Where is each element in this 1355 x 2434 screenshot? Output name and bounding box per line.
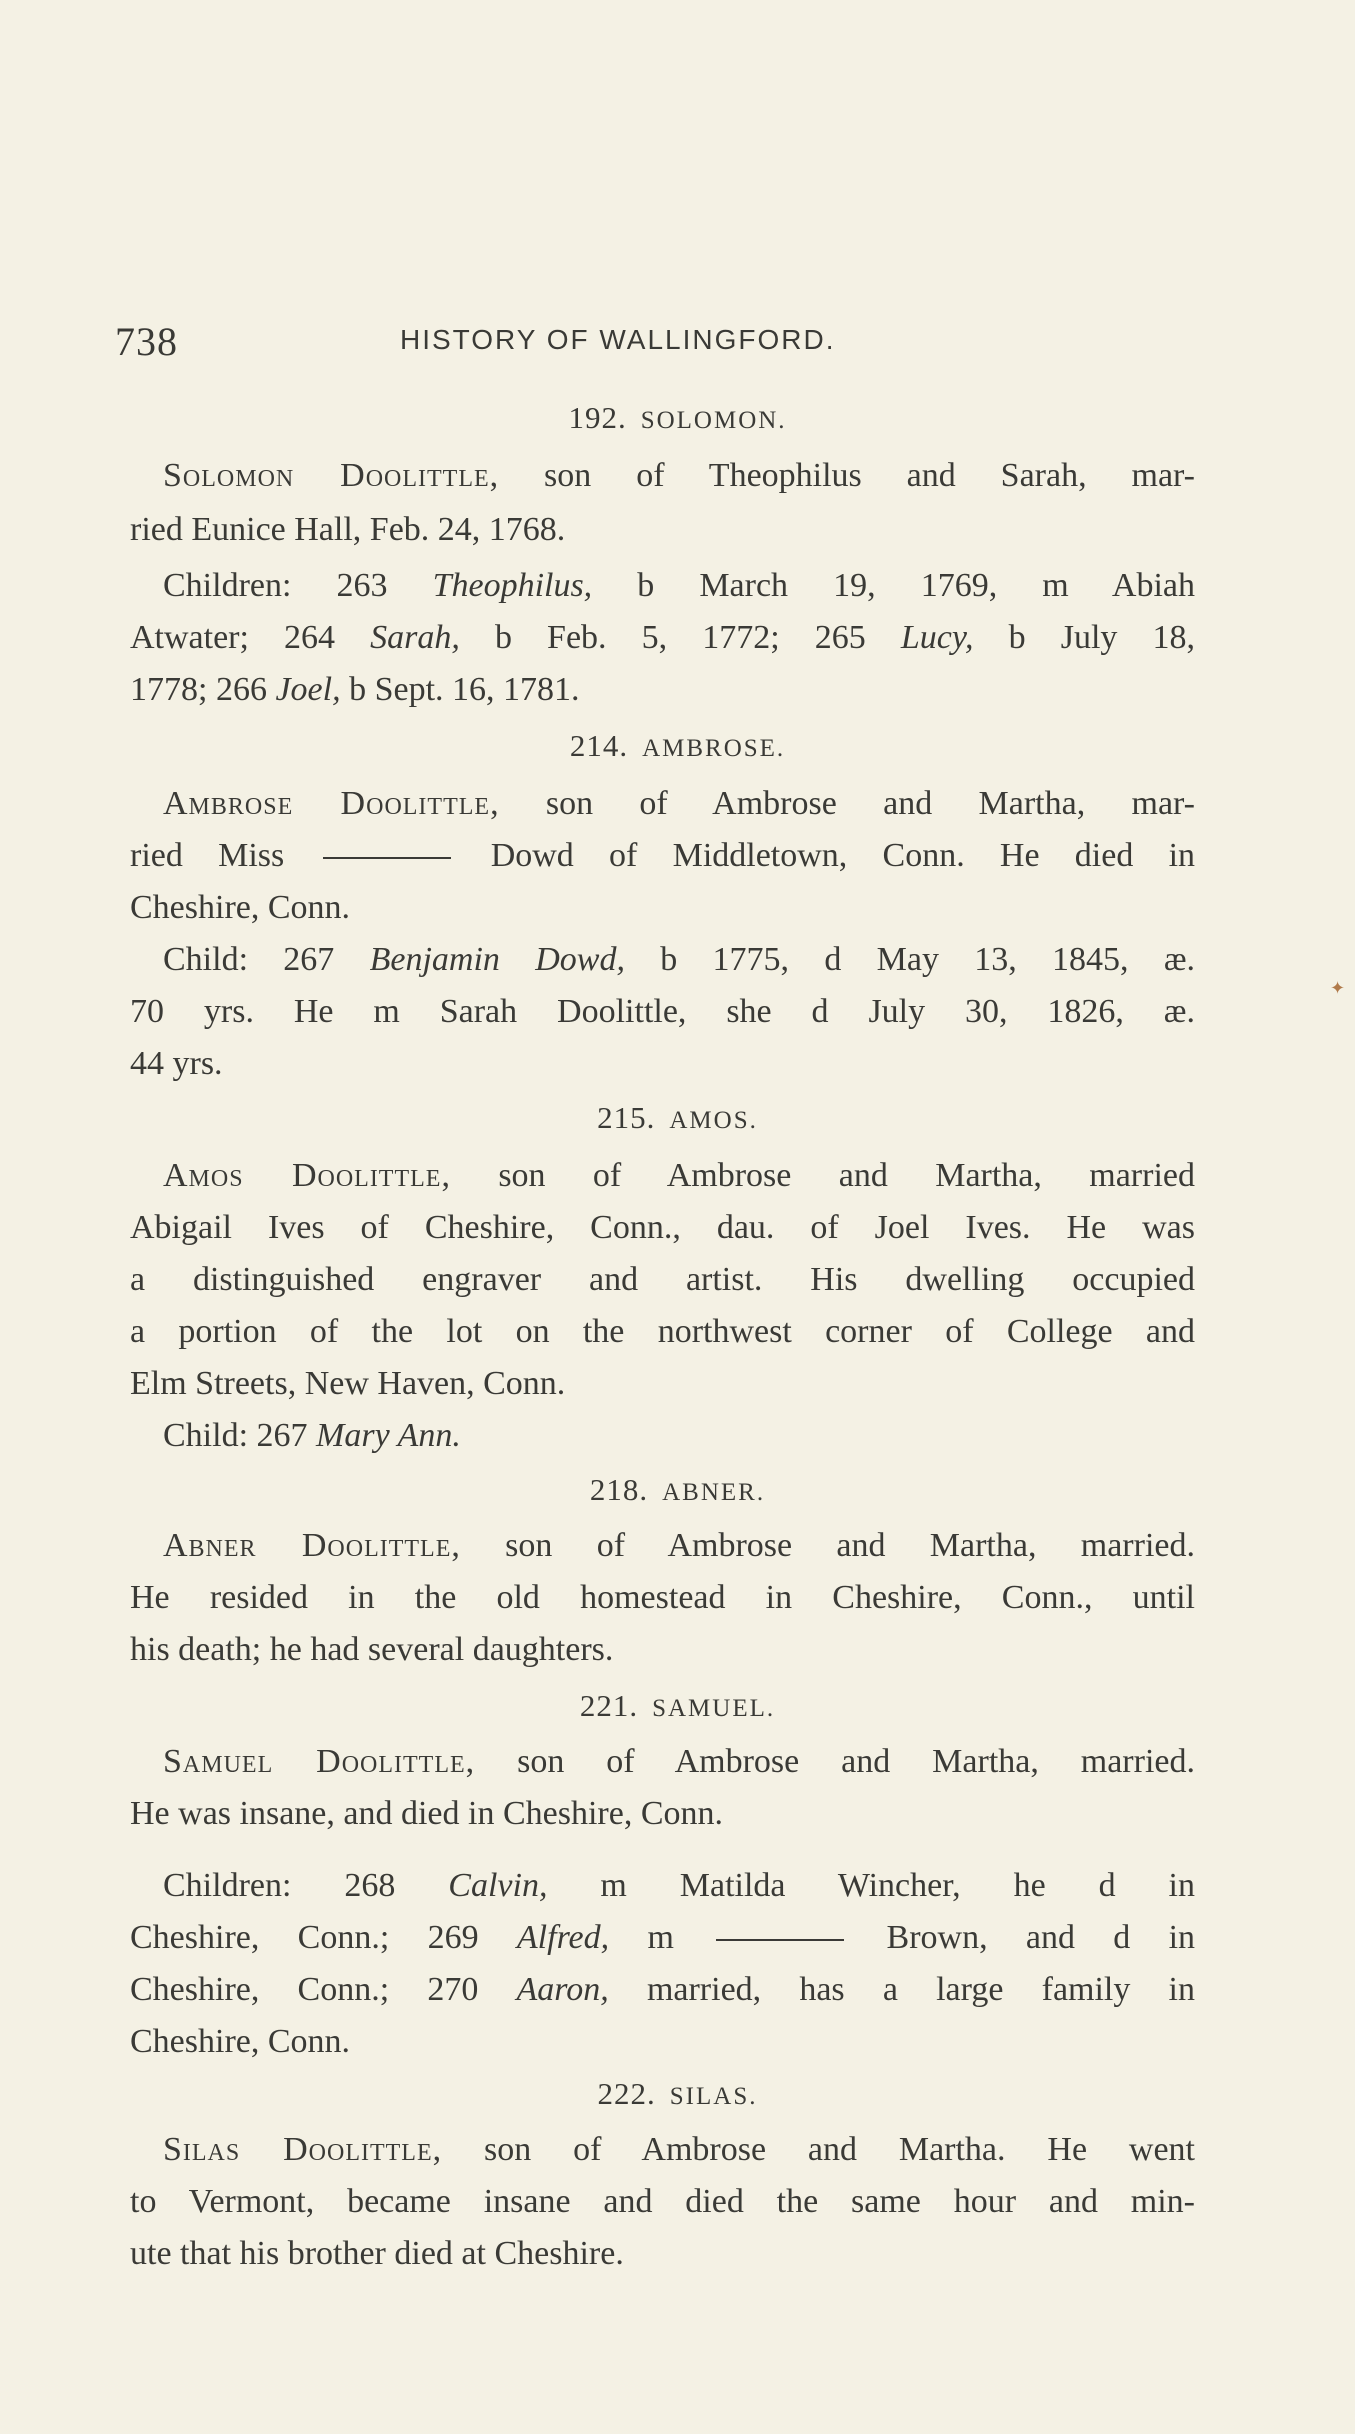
child-name: Mary Ann. (316, 1417, 461, 1454)
text-line: Atwater; 264 Sarah, b Feb. 5, 1772; 265 Lucy, b July 18, (130, 619, 1195, 656)
text-line: ried Miss Dowd of Middletown, Conn. He died in (130, 837, 1196, 874)
text-line: Solomon Doolittle, son of Theophilus and Sarah, mar- (163, 457, 1195, 494)
text-line: Abigail Ives of Cheshire, Conn., dau. of Joel Ives. He was (130, 1209, 1195, 1246)
text-line: Silas Doolittle, son of Ambrose and Martha. He went (163, 2131, 1195, 2168)
section-number: 214. (569, 728, 629, 763)
child-name: Lucy, (900, 619, 974, 656)
running-header (115, 318, 1215, 374)
text-line: He was insane, and died in Cheshire, Conn. (130, 1795, 723, 1832)
section-name: SILAS. (669, 2083, 758, 2110)
section-number: 192. (568, 400, 627, 435)
person-name: Silas Doolittle, (163, 2131, 443, 2168)
section-name: ABNER. (662, 1479, 766, 1506)
section-number: 218. (589, 1472, 649, 1507)
blank-dash (323, 857, 451, 859)
text-line: Children: 268 Calvin, m Matilda Wincher, he d in (163, 1867, 1195, 1904)
text-line: Child: 267 Benjamin Dowd, b 1775, d May 13, 1845, æ. (163, 941, 1195, 978)
section-heading-silas (0, 2076, 1355, 2112)
person-name: Ambrose Doolittle, (163, 785, 500, 822)
section-heading-samuel (0, 1688, 1355, 1724)
text-line: Cheshire, Conn.; 270 Aaron, married, has a large family in (130, 1971, 1195, 2008)
child-name: Sarah, (370, 619, 460, 656)
text-line: Cheshire, Conn. (130, 889, 351, 926)
text-line: Cheshire, Conn. (130, 2023, 351, 2060)
text-line: 70 yrs. He m Sarah Doolittle, she d July 30, 1826, æ. (130, 993, 1195, 1030)
text-line: Amos Doolittle, son of Ambrose and Martha, married (163, 1157, 1195, 1194)
page-number: 738 (115, 319, 178, 364)
text-line: ute that his brother died at Cheshire. (130, 2235, 624, 2272)
section-name: SAMUEL. (652, 1695, 776, 1722)
blank-dash (716, 1939, 844, 1941)
text-line: Abner Doolittle, son of Ambrose and Martha, married. (163, 1527, 1195, 1564)
running-title: HISTORY OF WALLINGFORD. (400, 324, 836, 355)
person-name: Abner Doolittle, (163, 1527, 461, 1564)
child-name: Calvin, (448, 1867, 548, 1904)
section-name: SOLOMON. (640, 407, 787, 434)
text-line: Elm Streets, New Haven, Conn. (130, 1365, 566, 1402)
text-line: a distinguished engraver and artist. His dwelling occupied (130, 1261, 1195, 1298)
child-name: Joel, (275, 671, 341, 708)
text-line: to Vermont, became insane and died the same hour and min- (130, 2183, 1195, 2220)
section-heading-abner (0, 1472, 1355, 1508)
text-line: Cheshire, Conn.; 269 Alfred, m Brown, and d in (130, 1919, 1196, 1956)
text-line: Samuel Doolittle, son of Ambrose and Martha, married. (163, 1743, 1195, 1780)
text-line: Children: 263 Theophilus, b March 19, 1769, m Abiah (163, 567, 1195, 604)
child-name: Theophilus, (432, 567, 593, 604)
text-line: Child: 267 Mary Ann. (163, 1417, 461, 1454)
margin-mark: ✦ (1330, 978, 1346, 998)
text-line: ried Eunice Hall, Feb. 24, 1768. (130, 511, 566, 548)
section-name: AMBROSE. (642, 735, 786, 762)
text-line: He resided in the old homestead in Cheshire, Conn., until (130, 1579, 1195, 1616)
person-name: Amos Doolittle, (163, 1157, 451, 1194)
child-name: Alfred, (516, 1919, 610, 1956)
section-number: 215. (597, 1100, 656, 1135)
section-number: 221. (579, 1688, 639, 1723)
text-line: 1778; 266 Joel, b Sept. 16, 1781. (130, 671, 580, 708)
child-name: Benjamin Dowd, (369, 941, 625, 978)
section-heading-amos (0, 1100, 1355, 1136)
section-name: AMOS. (669, 1107, 758, 1134)
section-heading-ambrose (0, 728, 1355, 764)
section-heading-solomon (0, 400, 1355, 436)
person-name: Solomon Doolittle, (163, 457, 500, 494)
person-name: Samuel Doolittle, (163, 1743, 476, 1780)
child-name: Aaron, (516, 1971, 609, 2008)
text-line: 44 yrs. (130, 1045, 223, 1082)
text-line: Ambrose Doolittle, son of Ambrose and Martha, mar- (163, 785, 1195, 822)
text-line: a portion of the lot on the northwest corner of College and (130, 1313, 1195, 1350)
text-line: his death; he had several daughters. (130, 1631, 614, 1668)
section-number: 222. (597, 2076, 656, 2111)
